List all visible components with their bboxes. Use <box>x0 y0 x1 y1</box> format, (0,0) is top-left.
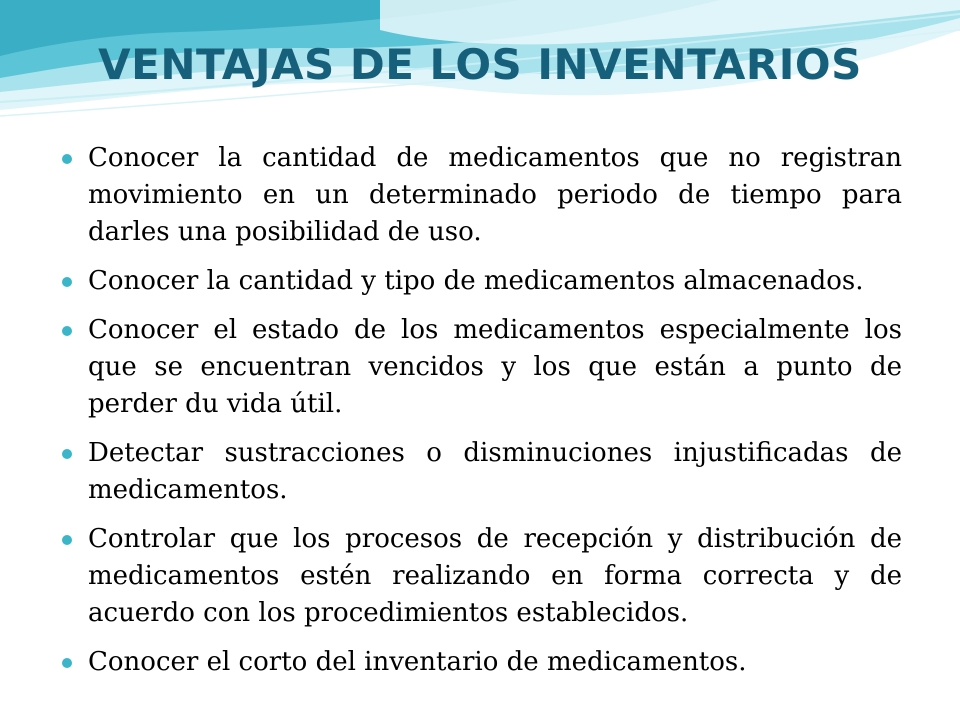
bullet-dot-icon <box>62 154 72 164</box>
slide-title: VENTAJAS DE LOS INVENTARIOS <box>98 40 862 89</box>
bullet-item <box>62 140 902 251</box>
bullet-item <box>62 312 902 423</box>
bullet-dot-icon <box>62 277 72 287</box>
bullet-item <box>62 263 902 300</box>
bullet-dot-icon <box>62 535 72 545</box>
bullet-text: Controlar que los procesos de recepción y distribución de medicamentos estén realizando en forma correcta y de acuerdo con los procedimientos establecidos. <box>88 524 902 628</box>
bullet-item <box>62 435 902 509</box>
bullet-dot-icon <box>62 658 72 668</box>
bullet-text: Conocer el corto del inventario de medicamentos. <box>88 647 747 677</box>
bullet-dot-icon <box>62 326 72 336</box>
bullet-text: Conocer la cantidad y tipo de medicamentos almacenados. <box>88 266 864 296</box>
bullet-text: Conocer la cantidad de medicamentos que no registran movimiento en un determinado periodo de tiempo para darles una posibilidad de uso. <box>88 143 902 247</box>
bullet-dot-icon <box>62 449 72 459</box>
bullet-item <box>62 521 902 632</box>
bullet-item <box>62 644 902 681</box>
bullet-text: Detectar sustracciones o disminuciones injustificadas de medicamentos. <box>88 438 902 505</box>
bullet-text: Conocer el estado de los medicamentos especialmente los que se encuentran vencidos y los que están a punto de perder du vida útil. <box>88 315 902 419</box>
bullet-list <box>62 140 902 693</box>
